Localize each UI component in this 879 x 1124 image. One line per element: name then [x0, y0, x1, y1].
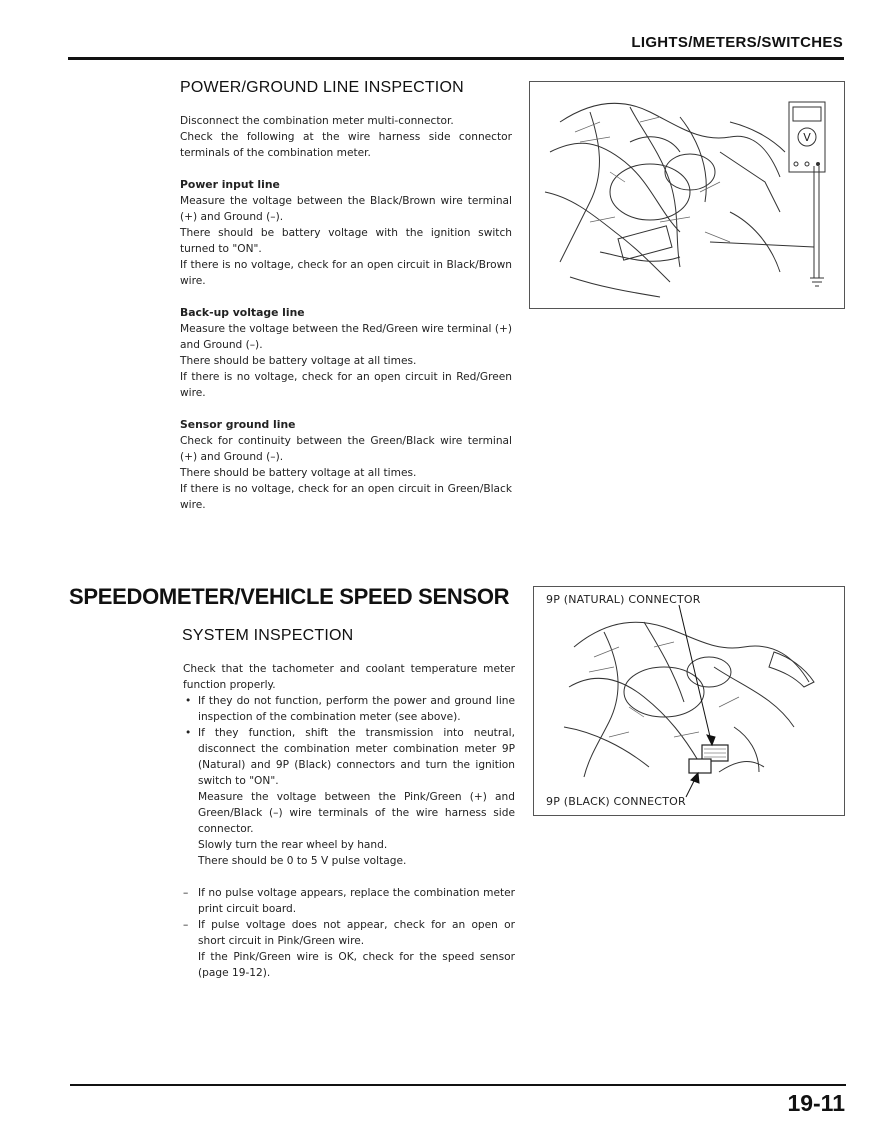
black-connector-label: 9P (BLACK) CONNECTOR: [546, 795, 686, 808]
dash-list: [183, 885, 515, 949]
section-heading-speedometer: SPEEDOMETER/VEHICLE SPEED SENSOR: [69, 584, 510, 609]
sensor-ground-line: Check for continuity between the Green/Black wire terminal (+) and Ground (–).: [180, 435, 512, 463]
power-input-line: Measure the voltage between the Black/Brown wire terminal (+) and Ground (–).: [180, 195, 512, 223]
voltmeter: [789, 102, 825, 172]
power-input-line: If there is no voltage, check for an open circuit in Black/Brown wire.: [180, 259, 512, 287]
backup-voltage-line: There should be battery voltage at all times.: [180, 355, 417, 367]
header-rule: [68, 57, 844, 60]
step-line: There should be 0 to 5 V pulse voltage.: [198, 855, 407, 867]
section1-body: [180, 113, 512, 513]
connector-illustration: [534, 587, 844, 815]
dash-mark: –: [183, 887, 189, 899]
list-item: • If they function, shift the transmission into neutral, disconnect the combination meter combination meter 9P (Natural) and 9P (Black) connectors and turn the ignition switch to "ON".: [185, 727, 515, 787]
voltmeter-figure: [529, 81, 845, 309]
natural-connector-label: 9P (NATURAL) CONNECTOR: [546, 593, 701, 606]
backup-voltage-line: Measure the voltage between the Red/Green wire terminal (+) and Ground (–).: [180, 323, 512, 351]
list-item: • If they do not function, perform the power and ground line inspection of the combination meter (see above).: [185, 695, 515, 723]
dash-continuation: If the Pink/Green wire is OK, check for the speed sensor (page 19-12).: [198, 951, 515, 979]
section-heading-power-ground: POWER/GROUND LINE INSPECTION: [180, 79, 464, 96]
connector-bodies: [689, 745, 728, 773]
page-number: 19-11: [787, 1090, 845, 1116]
step-line: Measure the voltage between the Pink/Green (+) and Green/Black (–) wire terminals of the wire harness side connector.: [198, 791, 515, 835]
voltmeter-symbol: V: [803, 131, 811, 144]
step-line: Slowly turn the rear wheel by hand.: [198, 839, 388, 851]
backup-voltage-line: If there is no voltage, check for an open circuit in Red/Green wire.: [180, 371, 512, 399]
section2-body: [183, 661, 515, 981]
backup-voltage-title: Back-up voltage line: [180, 306, 305, 319]
list-item: – If no pulse voltage appears, replace the combination meter print circuit board.: [183, 887, 515, 915]
measurement-steps: [183, 789, 515, 869]
dash-mark: –: [183, 919, 189, 931]
bullet-mark: •: [185, 727, 192, 739]
sensor-ground-line: There should be battery voltage at all times.: [180, 467, 417, 479]
intro-line: Check the following at the wire harness side connector terminals of the combination meter.: [180, 131, 512, 159]
footer-rule: [70, 1084, 846, 1086]
motorcycle-harness-illustration: [530, 82, 844, 308]
sensor-ground-title: Sensor ground line: [180, 418, 296, 431]
page-header-title: LIGHTS/METERS/SWITCHES: [631, 34, 843, 51]
intro-line: Disconnect the combination meter multi-connector.: [180, 115, 454, 127]
list-item: – If pulse voltage does not appear, check for an open or short circuit in Pink/Green wire.: [183, 919, 515, 947]
sensor-ground-line: If there is no voltage, check for an open circuit in Green/Black wire.: [180, 483, 512, 511]
power-input-title: Power input line: [180, 178, 280, 191]
bullet-list: [183, 693, 515, 789]
connector-figure: [533, 586, 845, 816]
power-input-line: There should be battery voltage with the ignition switch turned to "ON".: [180, 227, 512, 255]
intro-text: Check that the tachometer and coolant temperature meter function properly.: [183, 663, 515, 691]
bullet-mark: •: [185, 695, 192, 707]
subheading-system-inspection: SYSTEM INSPECTION: [182, 627, 354, 644]
